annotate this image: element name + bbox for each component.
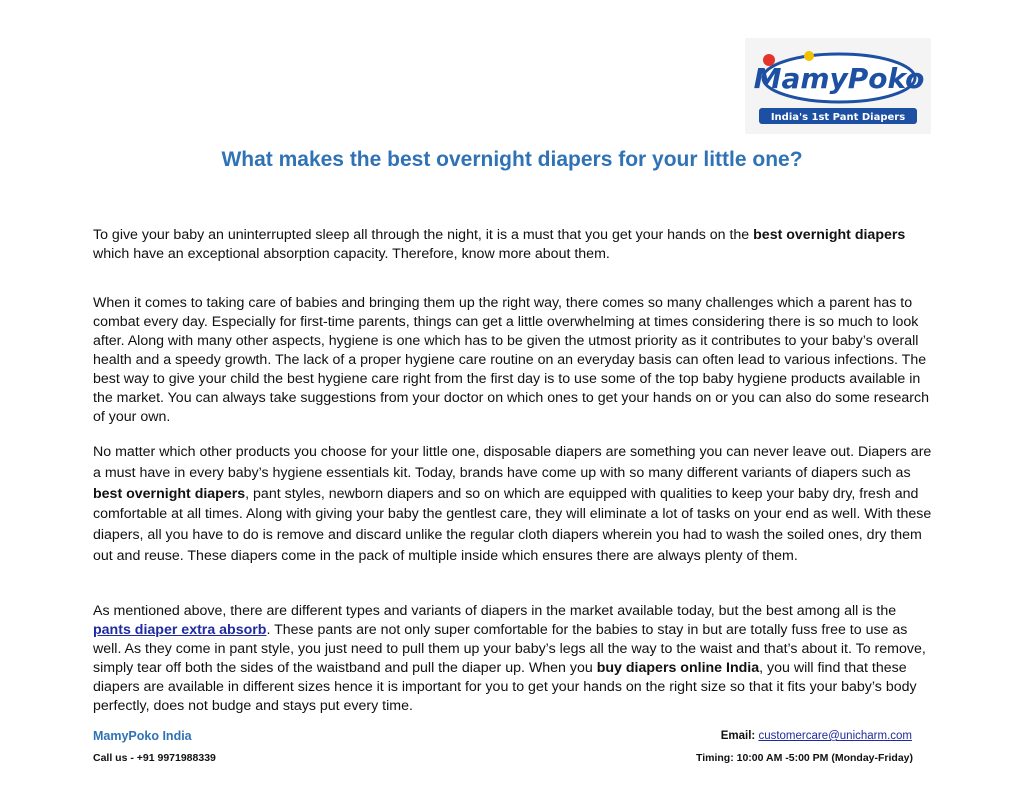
footer-phone: Call us - +91 9971988339 bbox=[93, 752, 216, 764]
disposable-bold-keyword: best overnight diapers bbox=[93, 485, 246, 502]
intro-paragraph bbox=[93, 226, 933, 264]
pants-text-2: . These pants are not only super comfortable for the babies to stay in but are totally fuss free to use as well. As they come in pant style, you just need to pull them up your baby’s legs all the way to the waist and that’s about it. To remove, simply tear off both the sides of the waistband and pull the diaper up. When you bbox=[93, 622, 926, 676]
mamypoko-logo-graphic bbox=[745, 38, 931, 134]
disposable-text-2: , pant styles, newborn diapers and so on which are equipped with qualities to keep your baby dry, fresh and comfortable at all times. Along with giving your baby the gentlest care, they will eliminate a lot of tasks on your end as well. With these diapers, all you have to do is remove and discard unlike the regular cloth diapers wherein you had to wash the soiled ones, dry them out and reuse. These diapers come in the pack of multiple inside which ensures there are always plenty of them. bbox=[93, 485, 932, 564]
intro-bold-keyword: best overnight diapers bbox=[753, 227, 906, 243]
footer-email-link[interactable]: customercare@unicharm.com bbox=[758, 730, 912, 742]
footer-email-label: Email: bbox=[720, 730, 756, 742]
logo-tagline-text: India's 1st Pant Diapers bbox=[770, 112, 906, 123]
buy-diapers-bold-keyword: buy diapers online India bbox=[596, 660, 760, 676]
intro-text-1: To give your baby an uninterrupted sleep all through the night, it is a must that you get your hands on the bbox=[93, 227, 754, 243]
hygiene-paragraph: When it comes to taking care of babies and bringing them up the right way, there comes so many challenges which a parent has to combat every day. Especially for first-time parents, things can get a little overwhelming at times considering there is so much to look after. Along with many other aspects, hygiene is one which has to be given the utmost priority as it contributes to your baby’s overall health and a speedy growth. The lack of a proper hygiene care routine on an everyday basis can often lead to various infections. The best way to give your child the best hygiene care right from the first day is to use some of the top baby hygiene products available in the market. You can always take suggestions from your doctor on which ones to get your hands on or you can also do some research of your own. bbox=[93, 295, 929, 425]
pants-diaper-link[interactable]: pants diaper extra absorb bbox=[93, 622, 267, 638]
pants-diaper-paragraph bbox=[93, 602, 933, 716]
footer-brand: MamyPoko India bbox=[93, 729, 192, 743]
mamypoko-logo bbox=[745, 38, 931, 134]
pants-text-1: As mentioned above, there are different types and variants of diapers in the market available today, but the best among all is the bbox=[93, 603, 897, 619]
footer-timing: Timing: 10:00 AM -5:00 PM (Monday-Friday) bbox=[695, 752, 913, 764]
footer-email bbox=[721, 730, 912, 742]
logo-yellow-dot bbox=[804, 51, 814, 61]
disposable-diapers-paragraph bbox=[93, 442, 933, 567]
pants-text-3: , you will find that these diapers are available in different sizes hence it is important for you to get your hands on the right size so that it fits your baby’s body perfectly, does not budge and stays put every time. bbox=[93, 660, 917, 714]
logo-brand-text: MamyPoko bbox=[753, 62, 925, 95]
page-title: What makes the best overnight diapers for your little one? bbox=[221, 148, 803, 171]
disposable-text-1: No matter which other products you choose for your little one, disposable diapers are something you can never leave out. Diapers are a must have in every baby’s hygiene essentials kit. Today, brands have come up with so many different variants of diapers such as bbox=[93, 444, 932, 481]
intro-text-2: which have an exceptional absorption capacity. Therefore, know more about them. bbox=[93, 246, 610, 262]
